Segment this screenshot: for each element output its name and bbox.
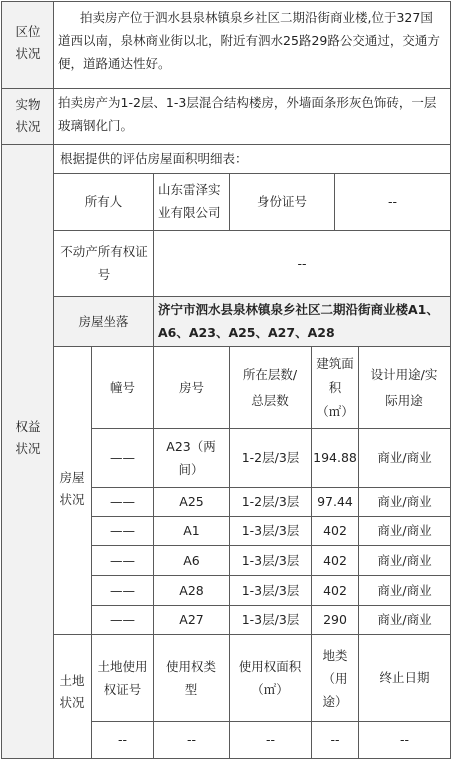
location-label: 区位状况 — [15, 24, 41, 61]
table-row-bldg: —— — [110, 523, 135, 538]
table-row-room: A25 — [179, 494, 204, 509]
land-header-end-date: 终止日期 — [379, 670, 430, 685]
land-value-class: -- — [330, 732, 340, 747]
table-row-room: A6 — [183, 552, 200, 568]
table-row-room: A28 — [179, 582, 204, 598]
table-row-room: A23（两间） — [166, 439, 216, 477]
land-header-area: 使用权面积（㎡） — [238, 659, 302, 697]
location-text: 拍卖房产位于泗水县泉林镇泉乡社区二期沿街商业楼,位于327国道西以南，泉林商业街以北，附近有泗水25路29路公交通过，交通方便，道路通达性好。 — [58, 10, 440, 71]
table-row-use: 商业/商业 — [377, 612, 432, 627]
property-cert-value: -- — [297, 255, 307, 271]
land-header-class: 地类（用途） — [322, 647, 348, 709]
table-row-floor: 1-3层/3层 — [241, 582, 300, 598]
owner-value: 山东雷泽实业有限公司 — [158, 182, 221, 220]
table-row-use: 商业/商业 — [377, 523, 432, 538]
table-row-room: A27 — [179, 612, 204, 627]
rights-label: 权益状况 — [15, 419, 41, 456]
header-area: 建筑面积（㎡） — [316, 355, 354, 419]
land-label: 土地状况 — [59, 673, 85, 710]
land-value-end-date: -- — [399, 732, 410, 747]
table-row-use: 商业/商业 — [377, 582, 432, 598]
table-row-floor: 1-2层/3层 — [241, 494, 300, 509]
rights-intro: 根据提供的评估房屋面积明细表： — [60, 151, 248, 166]
table-row-use: 商业/商业 — [377, 494, 432, 509]
property-cert-label: 不动产所有权证号 — [60, 244, 148, 282]
id-value: -- — [387, 194, 398, 209]
table-row-room: A1 — [183, 523, 200, 538]
table-row-floor: 1-3层/3层 — [241, 552, 300, 568]
table-row-bldg: —— — [110, 612, 135, 627]
house-label: 房屋状况 — [59, 470, 85, 507]
header-room: 房号 — [178, 379, 204, 395]
id-label: 身份证号 — [256, 194, 307, 209]
header-floor: 所在层数/总层数 — [242, 366, 298, 408]
header-bldg: 幢号 — [109, 379, 135, 395]
land-value-cert: -- — [117, 732, 128, 747]
table-row-area: 194.88 — [313, 450, 357, 465]
land-header-type: 使用权类型 — [165, 659, 216, 697]
header-use: 设计用途/实际用途 — [370, 366, 438, 408]
owner-label: 所有人 — [84, 194, 123, 209]
table-row-area: 402 — [323, 582, 347, 598]
table-row-bldg: —— — [110, 450, 135, 465]
land-value-type: -- — [186, 732, 197, 747]
address-value: 济宁市泗水县泉林镇泉乡社区二期沿街商业楼A1、A6、A23、A25、A27、A28 — [158, 302, 439, 340]
table-row-use: 商业/商业 — [377, 450, 432, 465]
table-row-bldg: —— — [110, 552, 135, 568]
address-label: 房屋坐落 — [78, 313, 129, 329]
table-row-floor: 1-2层/3层 — [241, 450, 300, 465]
physical-label: 实物状况 — [15, 97, 41, 134]
table-row-use: 商业/商业 — [377, 552, 432, 568]
table-row-bldg: —— — [110, 494, 135, 509]
table-row-floor: 1-3层/3层 — [241, 612, 300, 627]
table-row-area: 290 — [323, 612, 347, 627]
table-row-bldg: —— — [110, 582, 135, 598]
table-row-area: 402 — [323, 523, 347, 538]
land-header-cert: 土地使用权证号 — [97, 659, 148, 697]
table-row-floor: 1-3层/3层 — [241, 523, 300, 538]
land-value-area: -- — [265, 732, 276, 747]
table-row-area: 97.44 — [317, 494, 353, 509]
table-row-area: 402 — [323, 552, 347, 568]
physical-text: 拍卖房产为1-2层、1-3层混合结构楼房，外墙面条形灰色饰砖，一层玻璃钢化门。 — [58, 95, 437, 133]
